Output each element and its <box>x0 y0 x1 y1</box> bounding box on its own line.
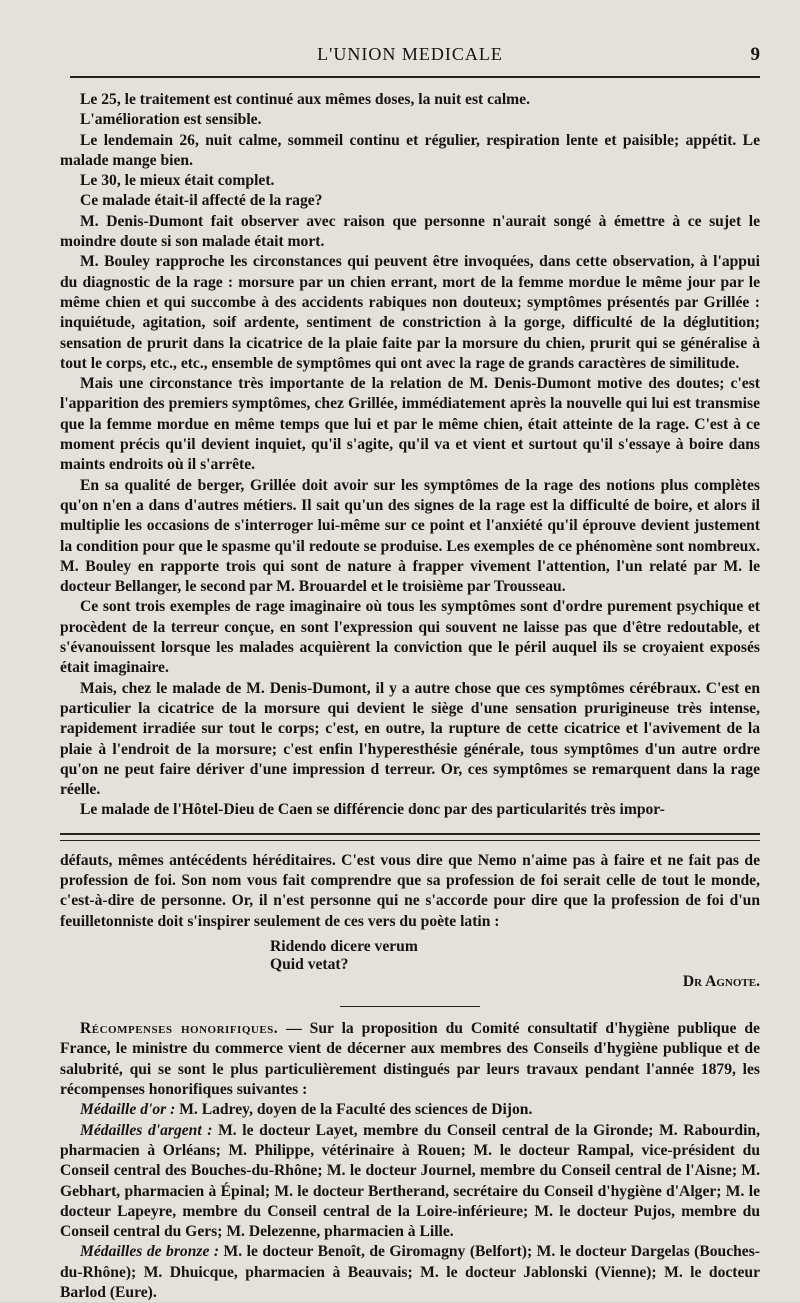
awards-section <box>60 1019 760 1303</box>
paragraph: Le lendemain 26, nuit calme, sommeil continu et régulier, respiration lente et paisible; appétit. Le malade mange bien. <box>60 131 760 169</box>
paragraph: L'amélioration est sensible. <box>80 111 262 129</box>
feuilleton-text: défauts, mêmes antécédents héréditaires. C'est vous dire que Nemo n'aime pas à faire et ne fait pas de profession de foi. Son nom vous fait comprendre que sa profession de foi serait celle de tout le monde, c'est-à-dire de personne. Or, il n'est personne qui ne s'accorde pour dire que la profession de foi d'un feuilletonniste doit s'inspirer seulement de ces vers du poète latin : <box>60 851 760 930</box>
feuilleton-divider <box>60 833 760 841</box>
paragraph: Mais une circonstance très importante de la relation de M. Denis-Dumont motive des doutes; c'est l'apparition des premiers symptômes, chez Grillée, immédiatement après la nouvelle qui lui est transmise que la femme mordue en même temps que lui et par le même chien, était atteinte de la rage. C'est à ce moment précis qu'il devient inquiet, qu'il s'agite, qu'il va et vient et surtout qu'il s'essaye à boire dans maints endroits où il s'arrête. <box>60 375 760 474</box>
silver-text: M. le docteur Layet, membre du Conseil central de la Gironde; M. Rabourdin, pharmacien à Orléans; M. Philippe, vétérinaire à Rouen; M. le docteur Rampal, vice-président du Conseil central des Bouches-du-Rhône; M. le docteur Journel, membre du Conseil central de l'Aisne; M. Gebhart, pharmacien à Épinal; M. le docteur Bertherand, secrétaire du Conseil d'hygiène d'Alger; M. le docteur Lapeyre, membre du Conseil central de la Loire-inférieure; M. le docteur Pujos, membre du Conseil central du Gers; M. Delezenne, pharmacien à Lille. <box>60 1121 761 1241</box>
header-rule <box>70 76 760 78</box>
page-header <box>60 0 760 78</box>
bronze-label: Médailles de bronze : <box>80 1243 220 1261</box>
paragraph: Le malade de l'Hôtel-Dieu de Caen se différencie donc par des particularités très impor- <box>80 801 665 819</box>
paragraph: En sa qualité de berger, Grillée doit avoir sur les symptômes de la rage des notions plus complètes qu'on n'en a dans d'autres métiers. Il sait qu'un des signes de la rage est la difficulté de boire, et alors il multiplie les occasions de s'interroger lui-même sur ce point et l'anxiété qu'il éprouve devient justement la condition pour que le spasme qu'il redoute se produise. Les exemples de ce phénomène sont nombreux. M. Bouley en rapporte trois qui sont de nature à frapper vivement l'attention, l'un relaté par M. le docteur Bellanger, le second par M. Brouardel et le troisième par Trousseau. <box>60 476 760 596</box>
paragraph: Ce sont trois exemples de rage imaginaire où tous les symptômes sont d'ordre purement psychique et procèdent de la terreur conçue, en sont l'expression qui souvent ne laisse pas que d'être redoutable, et s'évanouissent lorsque les malades acquièrent la conviction que le péril auquel ils se croyaient exposés était imaginaire. <box>60 598 760 677</box>
section-divider <box>340 1006 480 1007</box>
paragraph: Ce malade était-il affecté de la rage? <box>80 192 323 210</box>
awards-intro-text: — Sur la proposition du Comité consultatif d'hygiène publique de France, le ministre du commerce vient de décerner aux membres des Conseils d'hygiène publique et de salubrité, qui se sont le plus particulièrement distingués par leurs travaux pendant l'année 1879, les récompenses honorifiques suivantes : <box>60 1020 760 1099</box>
bronze-text: M. le docteur Benoît, de Giromagny (Belfort); M. le docteur Dargelas (Bouches-du-Rhône); M. Dhuicque, pharmacien à Beauvais; M. le docteur Jablonski (Vienne); M. le docteur Barlod (Eure). <box>60 1243 760 1302</box>
paragraph: Mais, chez le malade de M. Denis-Dumont, il y a autre chose que ces symptômes cérébraux. C'est en particulier la cicatrice de la morsure qui devient le siège d'une sensation prurigineuse très intense, rapidement irradiée sur tout le corps; c'est, en outre, la rupture de cette cicatrice et l'avivement de la plaie à l'endroit de la morsure; c'est enfin l'hyperesthésie générale, tous symptômes d'un autre ordre qu'on ne peut faire dériver d'une impression d terreur. Or, ces symptômes se remarquent dans la rage réelle. <box>60 679 760 799</box>
paragraph: Le 30, le mieux était complet. <box>80 172 275 190</box>
bronze-medals <box>60 1242 760 1303</box>
awards-heading: Récompenses honorifiques. <box>80 1020 279 1038</box>
gold-text: M. Ladrey, doyen de la Faculté des sciences de Dijon. <box>175 1101 533 1119</box>
awards-intro <box>60 1019 760 1100</box>
page-number: 9 <box>750 44 760 65</box>
feuilleton <box>60 851 760 992</box>
silver-medals <box>60 1121 760 1243</box>
silver-label: Médailles d'argent : <box>80 1121 213 1139</box>
verse-line: Ridendo dicere verum <box>270 937 418 955</box>
gold-label: Médaille d'or : <box>80 1101 176 1119</box>
article-body <box>60 78 760 821</box>
paragraph: M. Bouley rapproche les circonstances qui peuvent être invoquées, dans cette observation, à l'appui du diagnostic de la rage : morsure par un chien errant, mort de la femme mordue le même jour par le même chien et qui succombe à des accidents rabiques non douteux; symptômes présentés par Grillée : inquiétude, agitation, soif ardente, sentiment de constriction à la gorge, difficulté de la déglutition; sensation de prurit dans la cicatrice de la plaie faite par la morsure du chien, prurit qui se généralise à tout le corps, etc., etc., ensemble de symptômes qui ont avec la rage de grands caractères de similitude. <box>60 253 760 372</box>
gold-medal <box>60 1100 760 1120</box>
running-title: L'UNION MEDICALE <box>317 44 503 64</box>
verse-line: Quid vetat? <box>270 955 349 973</box>
signature: Dr Agnote. <box>682 972 760 990</box>
verse <box>270 938 760 974</box>
paragraph: Le 25, le traitement est continué aux mêmes doses, la nuit est calme. <box>80 91 530 108</box>
paragraph: M. Denis-Dumont fait observer avec raison que personne n'aurait songé à émettre à ce sujet le moindre doute si son malade était mort. <box>60 212 760 251</box>
